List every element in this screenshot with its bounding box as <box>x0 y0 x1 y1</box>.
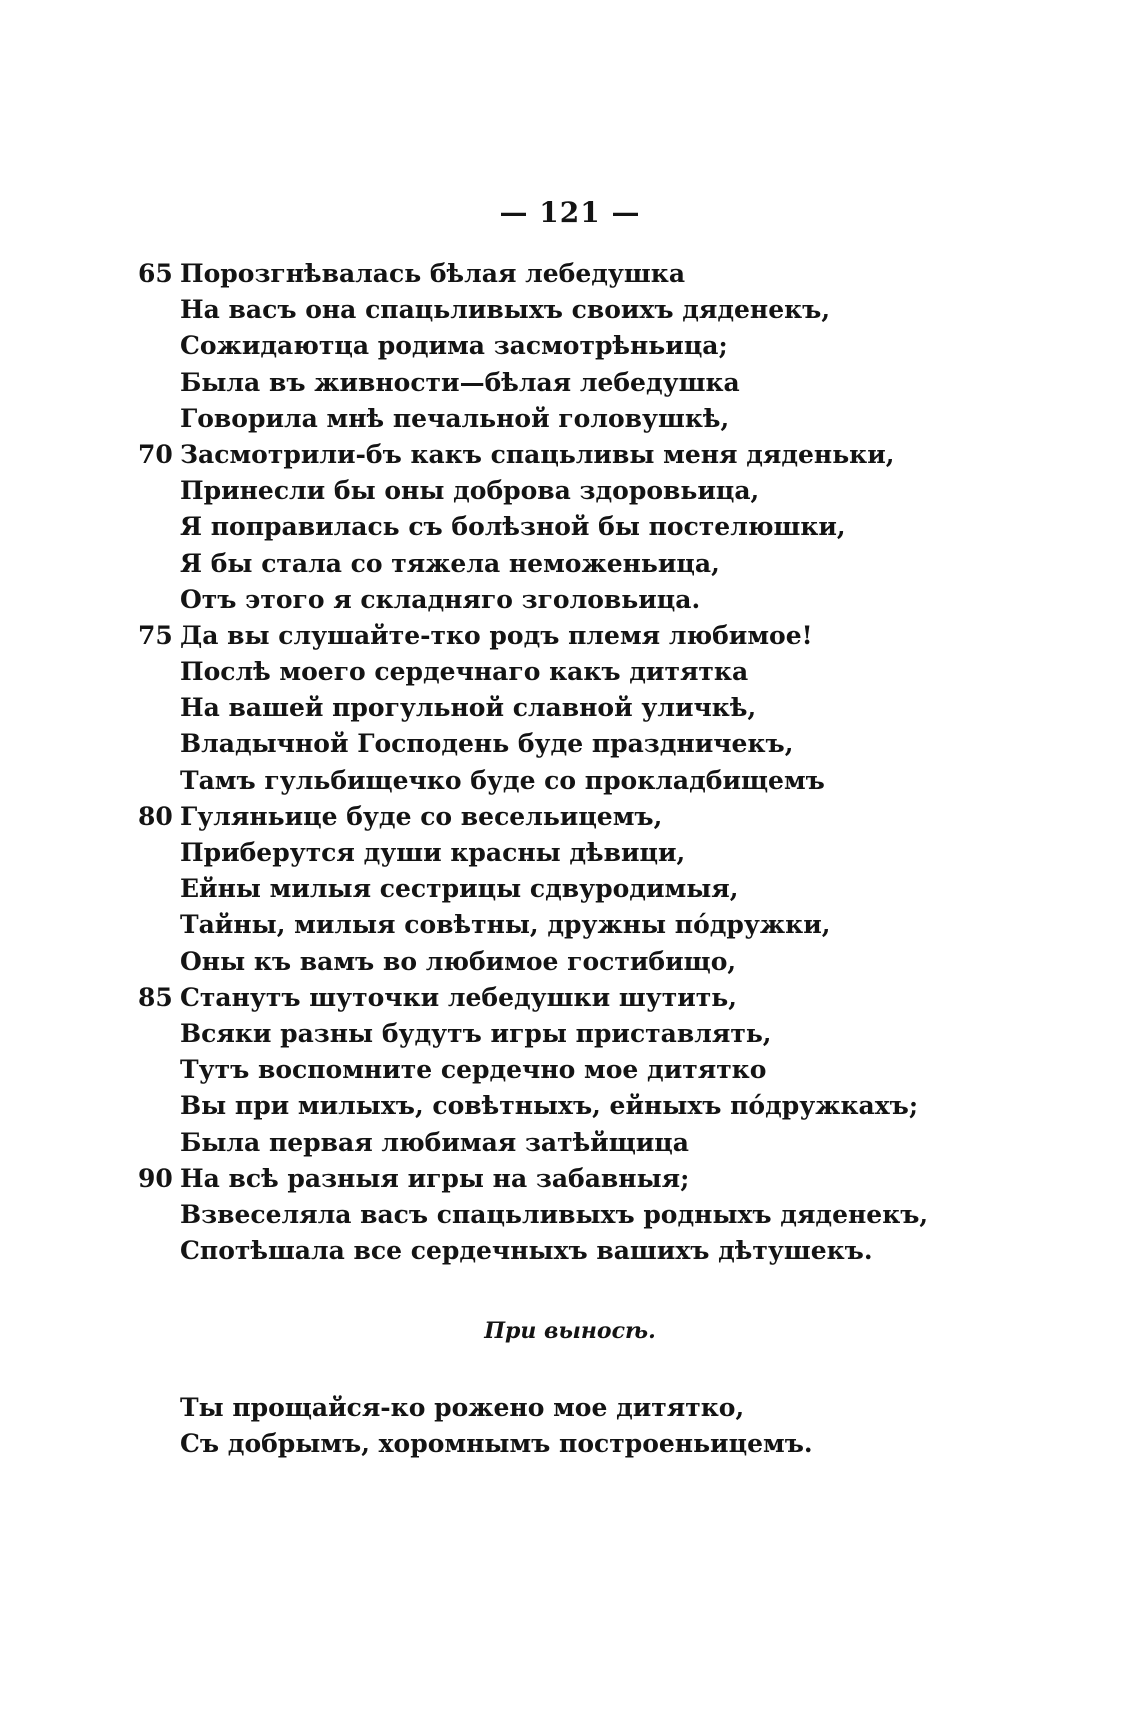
line-text: Была первая любимая затѣйщица <box>180 1127 689 1157</box>
verse-line <box>0 871 1140 907</box>
line-text: Тайны, милыя совѣтны, дружны пóдружки, <box>180 910 831 940</box>
verse-line <box>0 1197 1140 1233</box>
line-text: На всѣ разныя игры на забавныя; <box>180 1163 690 1193</box>
verse-line <box>0 690 1140 726</box>
verse-line <box>0 618 1140 654</box>
verse-line <box>0 437 1140 473</box>
line-text: Послѣ моего сердечнаго какъ дитятка <box>180 657 749 687</box>
verse-line <box>0 726 1140 762</box>
page-number: — 121 — <box>499 196 641 229</box>
verse-block <box>0 256 1140 1269</box>
line-number: 75 <box>138 620 173 650</box>
line-number: 85 <box>138 982 173 1012</box>
verse-line <box>0 1390 1140 1426</box>
line-text: Съ добрымъ, хоромнымъ построеньицемъ. <box>180 1429 813 1459</box>
verse-line <box>0 763 1140 799</box>
verse-line <box>0 907 1140 943</box>
line-text: Всяки разны будутъ игры приставлять, <box>180 1018 772 1048</box>
verse-line <box>0 1016 1140 1052</box>
verse-line <box>0 582 1140 618</box>
line-text: Гуляньице буде со весельицемъ, <box>180 801 663 831</box>
line-number: 80 <box>138 801 173 831</box>
line-text: Отъ этого я складняго зголовьица. <box>180 584 701 614</box>
verse-line <box>0 1233 1140 1269</box>
line-number: 70 <box>138 439 173 469</box>
verse-line <box>0 654 1140 690</box>
line-text: На вашей прогульной славной уличкѣ, <box>180 693 757 723</box>
line-number: 65 <box>138 259 173 288</box>
verse-line <box>0 473 1140 509</box>
verse-line <box>0 799 1140 835</box>
line-text: Была въ живности—бѣлая лебедушка <box>180 367 740 397</box>
line-text: Станутъ шуточки лебедушки шутить, <box>180 982 737 1012</box>
line-text: Говорила мнѣ печальной головушкѣ, <box>180 403 730 433</box>
verse-line <box>0 1088 1140 1124</box>
verse-line <box>0 944 1140 980</box>
verse-line <box>0 256 1140 292</box>
line-text: На васъ она спацьливыхъ своихъ дяденекъ, <box>180 295 831 325</box>
line-text: Ейны милыя сестрицы сдвуродимыя, <box>180 874 739 904</box>
verse-line <box>0 1125 1140 1161</box>
verse-line <box>0 365 1140 401</box>
line-text: Взвеселяла васъ спацьливыхъ родныхъ дяденекъ, <box>180 1199 929 1229</box>
verse-line <box>0 1426 1140 1462</box>
line-text: Приберутся души красны дѣвици, <box>180 838 686 867</box>
line-text: Спотѣшала все сердечныхъ вашихъ дѣтушекъ. <box>180 1236 873 1266</box>
verse-line <box>0 835 1140 871</box>
line-text: Оны къ вамъ во любимое гостибищо, <box>180 946 737 976</box>
verse-line <box>0 1052 1140 1088</box>
verse-line <box>0 980 1140 1016</box>
verse-line <box>0 509 1140 545</box>
line-text: Тутъ воспомните сердечно мое дитятко <box>180 1055 767 1085</box>
line-text: Принесли бы оны доброва здоровьица, <box>180 476 760 506</box>
line-number: 90 <box>138 1163 173 1193</box>
line-text: Я бы стала со тяжела неможеньица, <box>180 548 720 578</box>
line-text: Владычной Господень буде праздничекъ, <box>180 729 794 759</box>
verse-line <box>0 1161 1140 1197</box>
verse-line <box>0 401 1140 437</box>
line-text: Тамъ гульбищечко буде со прокладбищемъ <box>180 765 825 795</box>
line-text: Да вы слушайте-тко родъ племя любимое! <box>180 620 813 650</box>
section-heading: При выносѣ. <box>484 1318 656 1344</box>
verse-line <box>0 546 1140 582</box>
line-text: Ты прощайся-ко рожено мое дитятко, <box>180 1393 745 1422</box>
line-text: Засмотрили-бъ какъ спацьливы меня дяденьки, <box>180 439 895 469</box>
verse-line <box>0 328 1140 364</box>
line-text: Сожидаютца родима засмотрѣньица; <box>180 331 728 361</box>
line-text: Порозгнѣвалась бѣлая лебедушка <box>180 259 686 288</box>
verse-block-2 <box>0 1390 1140 1462</box>
line-text: Я поправилась съ болѣзной бы постелюшки, <box>180 512 846 542</box>
verse-line <box>0 292 1140 328</box>
line-text: Вы при милыхъ, совѣтныхъ, ейныхъ пóдружкахъ; <box>180 1091 919 1121</box>
